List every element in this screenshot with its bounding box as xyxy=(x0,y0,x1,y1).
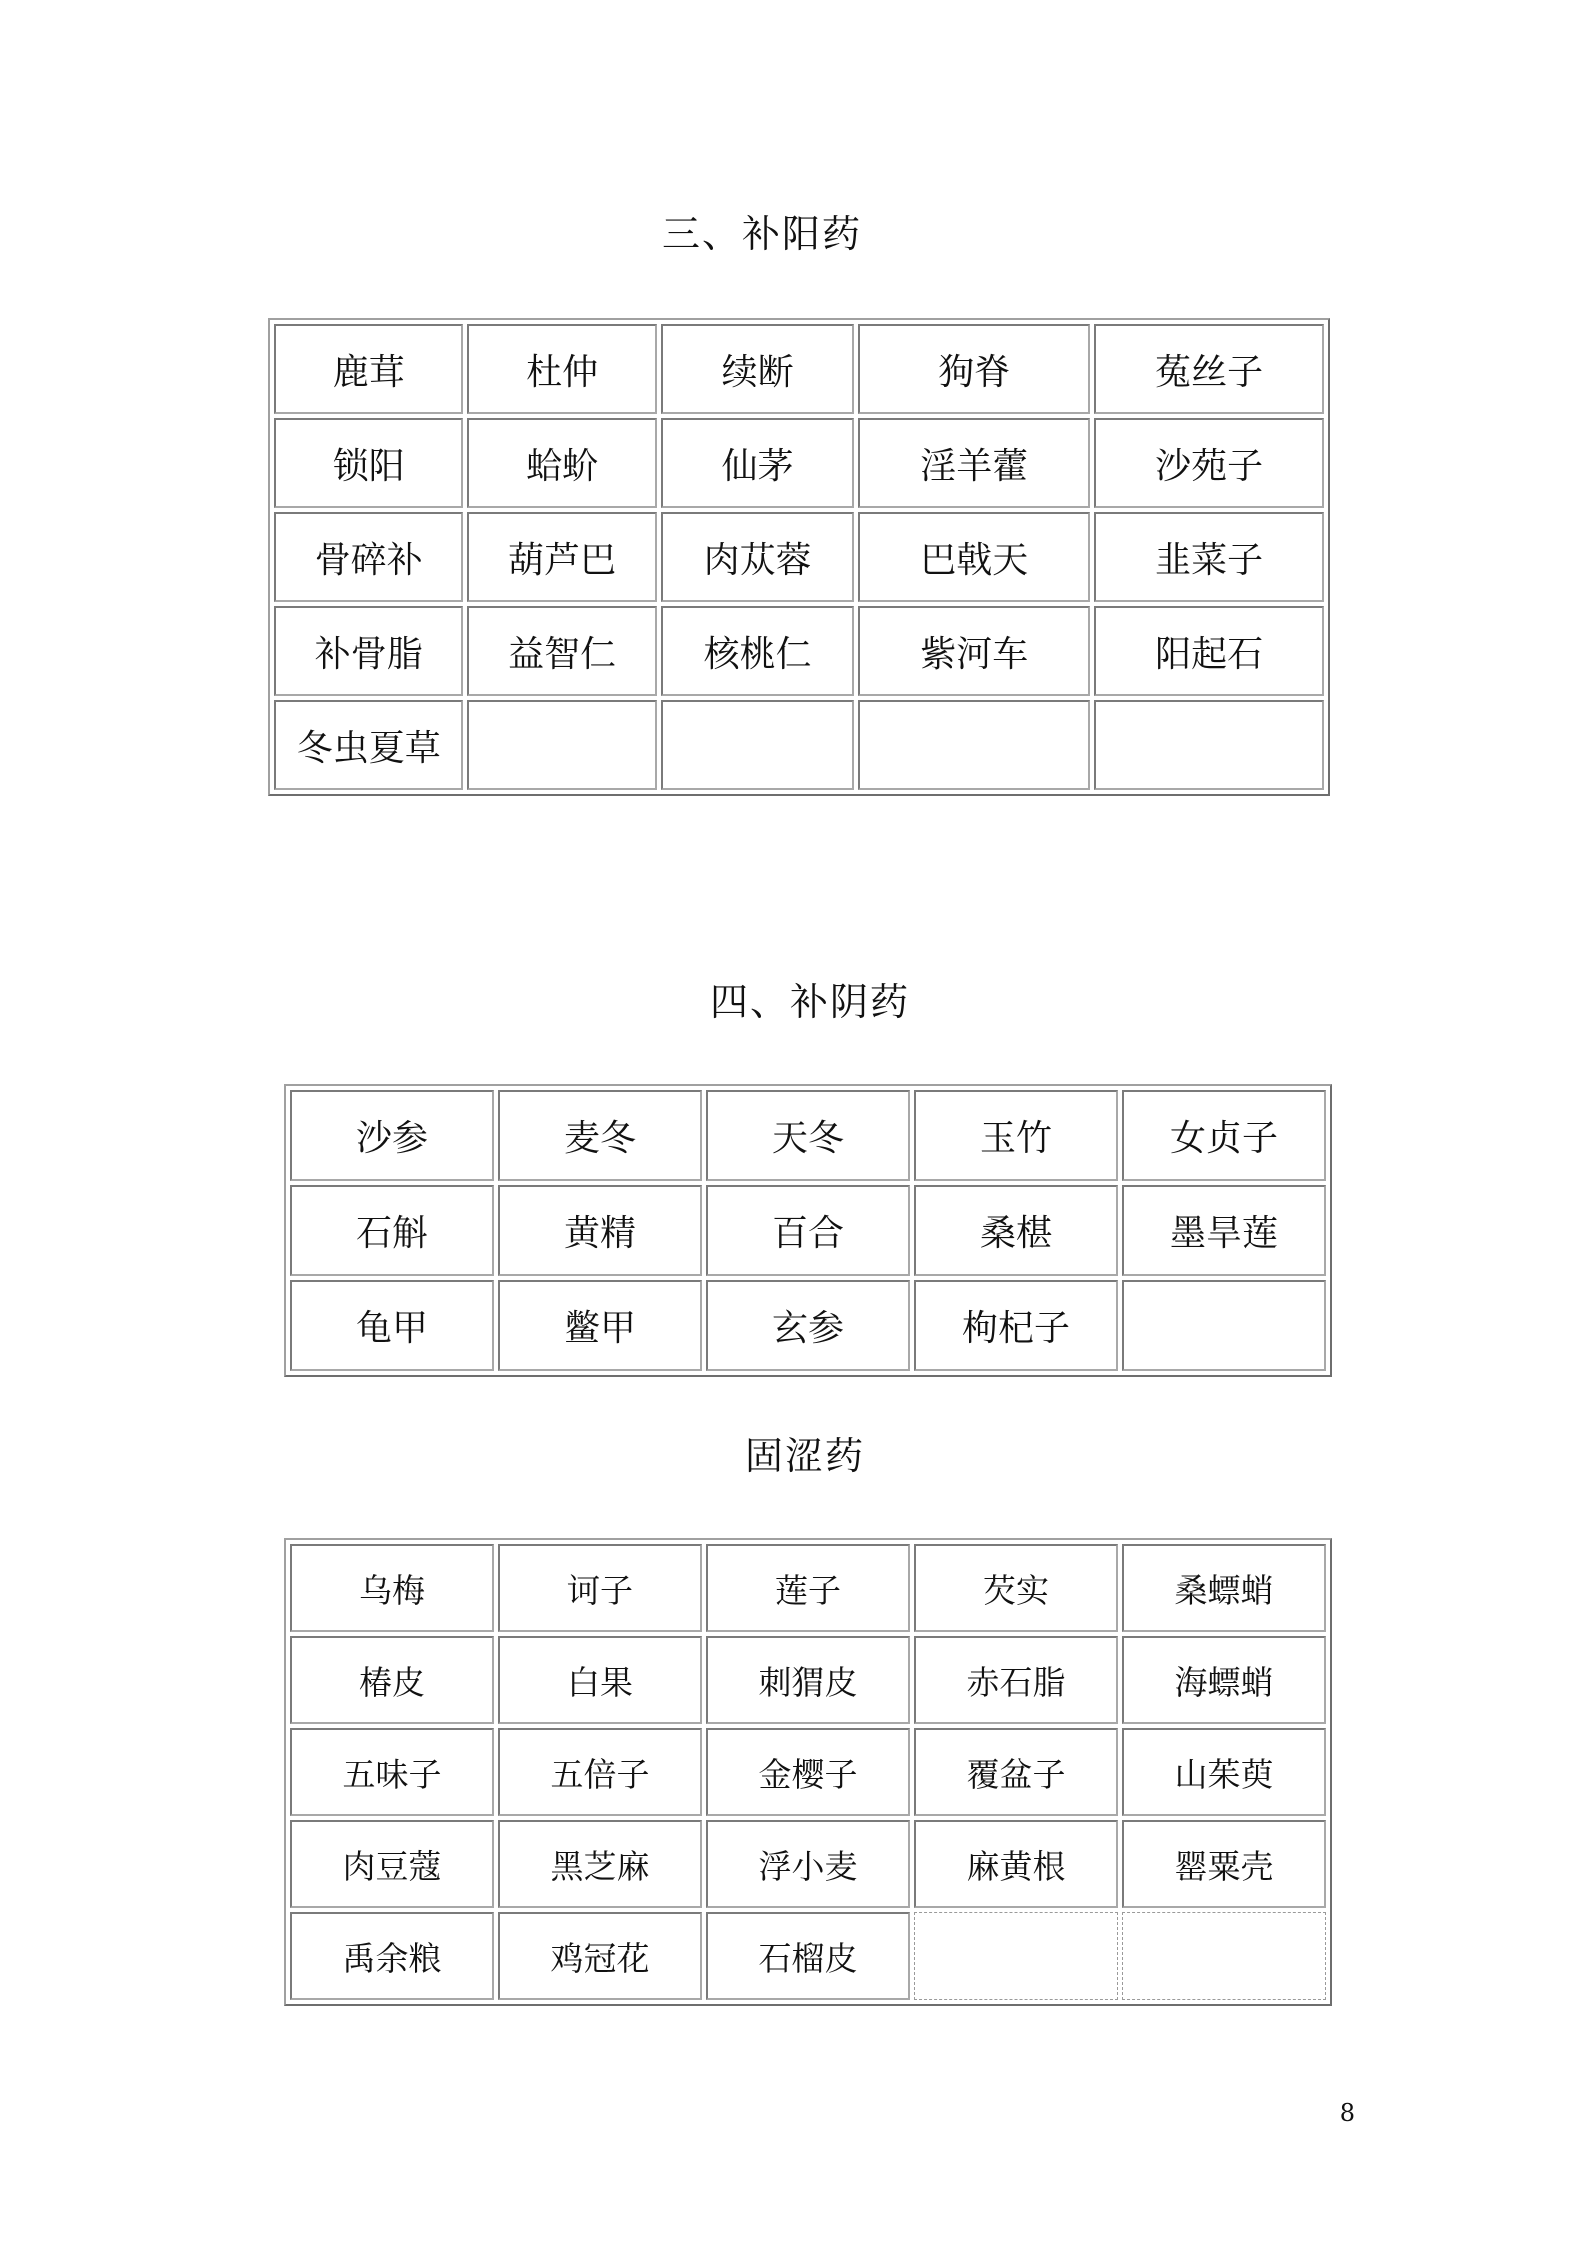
table-cell: 麻黄根 xyxy=(914,1820,1118,1908)
table-row xyxy=(290,1820,1326,1908)
table-cell: 椿皮 xyxy=(290,1636,494,1724)
section-title-buyin: 四、补阴药 xyxy=(710,980,911,1024)
table-cell: 冬虫夏草 xyxy=(274,700,463,790)
table-cell xyxy=(914,1912,1118,2000)
table-cell: 枸杞子 xyxy=(914,1280,1118,1371)
table-cell xyxy=(467,700,656,790)
table-cell: 墨旱莲 xyxy=(1122,1185,1326,1276)
table-cell: 浮小麦 xyxy=(706,1820,910,1908)
table-row xyxy=(274,512,1324,602)
table-cell: 金樱子 xyxy=(706,1728,910,1816)
table-cell: 石榴皮 xyxy=(706,1912,910,2000)
table-row xyxy=(290,1728,1326,1816)
table-row xyxy=(274,324,1324,414)
table-cell: 补骨脂 xyxy=(274,606,463,696)
table-cell: 诃子 xyxy=(498,1544,702,1632)
table-cell: 刺猬皮 xyxy=(706,1636,910,1724)
table-cell: 石斛 xyxy=(290,1185,494,1276)
section-title-buyang: 三、补阳药 xyxy=(662,212,863,256)
table-cell: 百合 xyxy=(706,1185,910,1276)
table-cell: 益智仁 xyxy=(467,606,656,696)
table-cell: 仙茅 xyxy=(661,418,854,508)
table-cell: 核桃仁 xyxy=(661,606,854,696)
table-cell: 白果 xyxy=(498,1636,702,1724)
table-cell: 肉苁蓉 xyxy=(661,512,854,602)
table-cell xyxy=(661,700,854,790)
table-row xyxy=(274,700,1324,790)
table-cell: 葫芦巴 xyxy=(467,512,656,602)
table-cell: 狗脊 xyxy=(858,324,1090,414)
table-cell: 鳖甲 xyxy=(498,1280,702,1371)
table-cell: 蛤蚧 xyxy=(467,418,656,508)
table-cell: 五倍子 xyxy=(498,1728,702,1816)
herb-table-gumse xyxy=(284,1538,1332,2006)
table-cell: 乌梅 xyxy=(290,1544,494,1632)
table-cell: 鹿茸 xyxy=(274,324,463,414)
table-cell xyxy=(1094,700,1324,790)
table-cell: 禹余粮 xyxy=(290,1912,494,2000)
table-cell: 韭菜子 xyxy=(1094,512,1324,602)
table-row xyxy=(290,1544,1326,1632)
table-cell: 覆盆子 xyxy=(914,1728,1118,1816)
table-cell: 黑芝麻 xyxy=(498,1820,702,1908)
table-cell: 玉竹 xyxy=(914,1090,1118,1181)
table-cell: 阳起石 xyxy=(1094,606,1324,696)
table-cell: 肉豆蔻 xyxy=(290,1820,494,1908)
table-cell: 海螵蛸 xyxy=(1122,1636,1326,1724)
table-cell: 五味子 xyxy=(290,1728,494,1816)
table-cell: 沙参 xyxy=(290,1090,494,1181)
section-title-gumse: 固涩药 xyxy=(745,1434,866,1478)
table-cell: 桑椹 xyxy=(914,1185,1118,1276)
table-cell: 赤石脂 xyxy=(914,1636,1118,1724)
table-cell: 罂粟壳 xyxy=(1122,1820,1326,1908)
table-cell: 菟丝子 xyxy=(1094,324,1324,414)
table-row xyxy=(290,1280,1326,1371)
table-cell: 巴戟天 xyxy=(858,512,1090,602)
table-cell xyxy=(858,700,1090,790)
table-row xyxy=(290,1185,1326,1276)
table-cell: 女贞子 xyxy=(1122,1090,1326,1181)
table-cell: 沙苑子 xyxy=(1094,418,1324,508)
table-cell: 芡实 xyxy=(914,1544,1118,1632)
table-cell: 玄参 xyxy=(706,1280,910,1371)
table-row xyxy=(274,418,1324,508)
table-row xyxy=(274,606,1324,696)
table-row xyxy=(290,1912,1326,2000)
table-cell: 龟甲 xyxy=(290,1280,494,1371)
page-number: 8 xyxy=(1339,2099,1355,2127)
table-cell xyxy=(1122,1912,1326,2000)
herb-table-buyin xyxy=(284,1084,1332,1377)
table-cell: 锁阳 xyxy=(274,418,463,508)
table-cell: 紫河车 xyxy=(858,606,1090,696)
table-cell: 天冬 xyxy=(706,1090,910,1181)
herb-table-buyang xyxy=(268,318,1330,796)
table-cell: 淫羊藿 xyxy=(858,418,1090,508)
table-row xyxy=(290,1636,1326,1724)
table-cell: 杜仲 xyxy=(467,324,656,414)
table-cell: 黄精 xyxy=(498,1185,702,1276)
table-cell: 骨碎补 xyxy=(274,512,463,602)
table-cell xyxy=(1122,1280,1326,1371)
table-cell: 麦冬 xyxy=(498,1090,702,1181)
table-cell: 鸡冠花 xyxy=(498,1912,702,2000)
table-row xyxy=(290,1090,1326,1181)
table-cell: 续断 xyxy=(661,324,854,414)
table-cell: 桑螵蛸 xyxy=(1122,1544,1326,1632)
table-cell: 山茱萸 xyxy=(1122,1728,1326,1816)
table-cell: 莲子 xyxy=(706,1544,910,1632)
